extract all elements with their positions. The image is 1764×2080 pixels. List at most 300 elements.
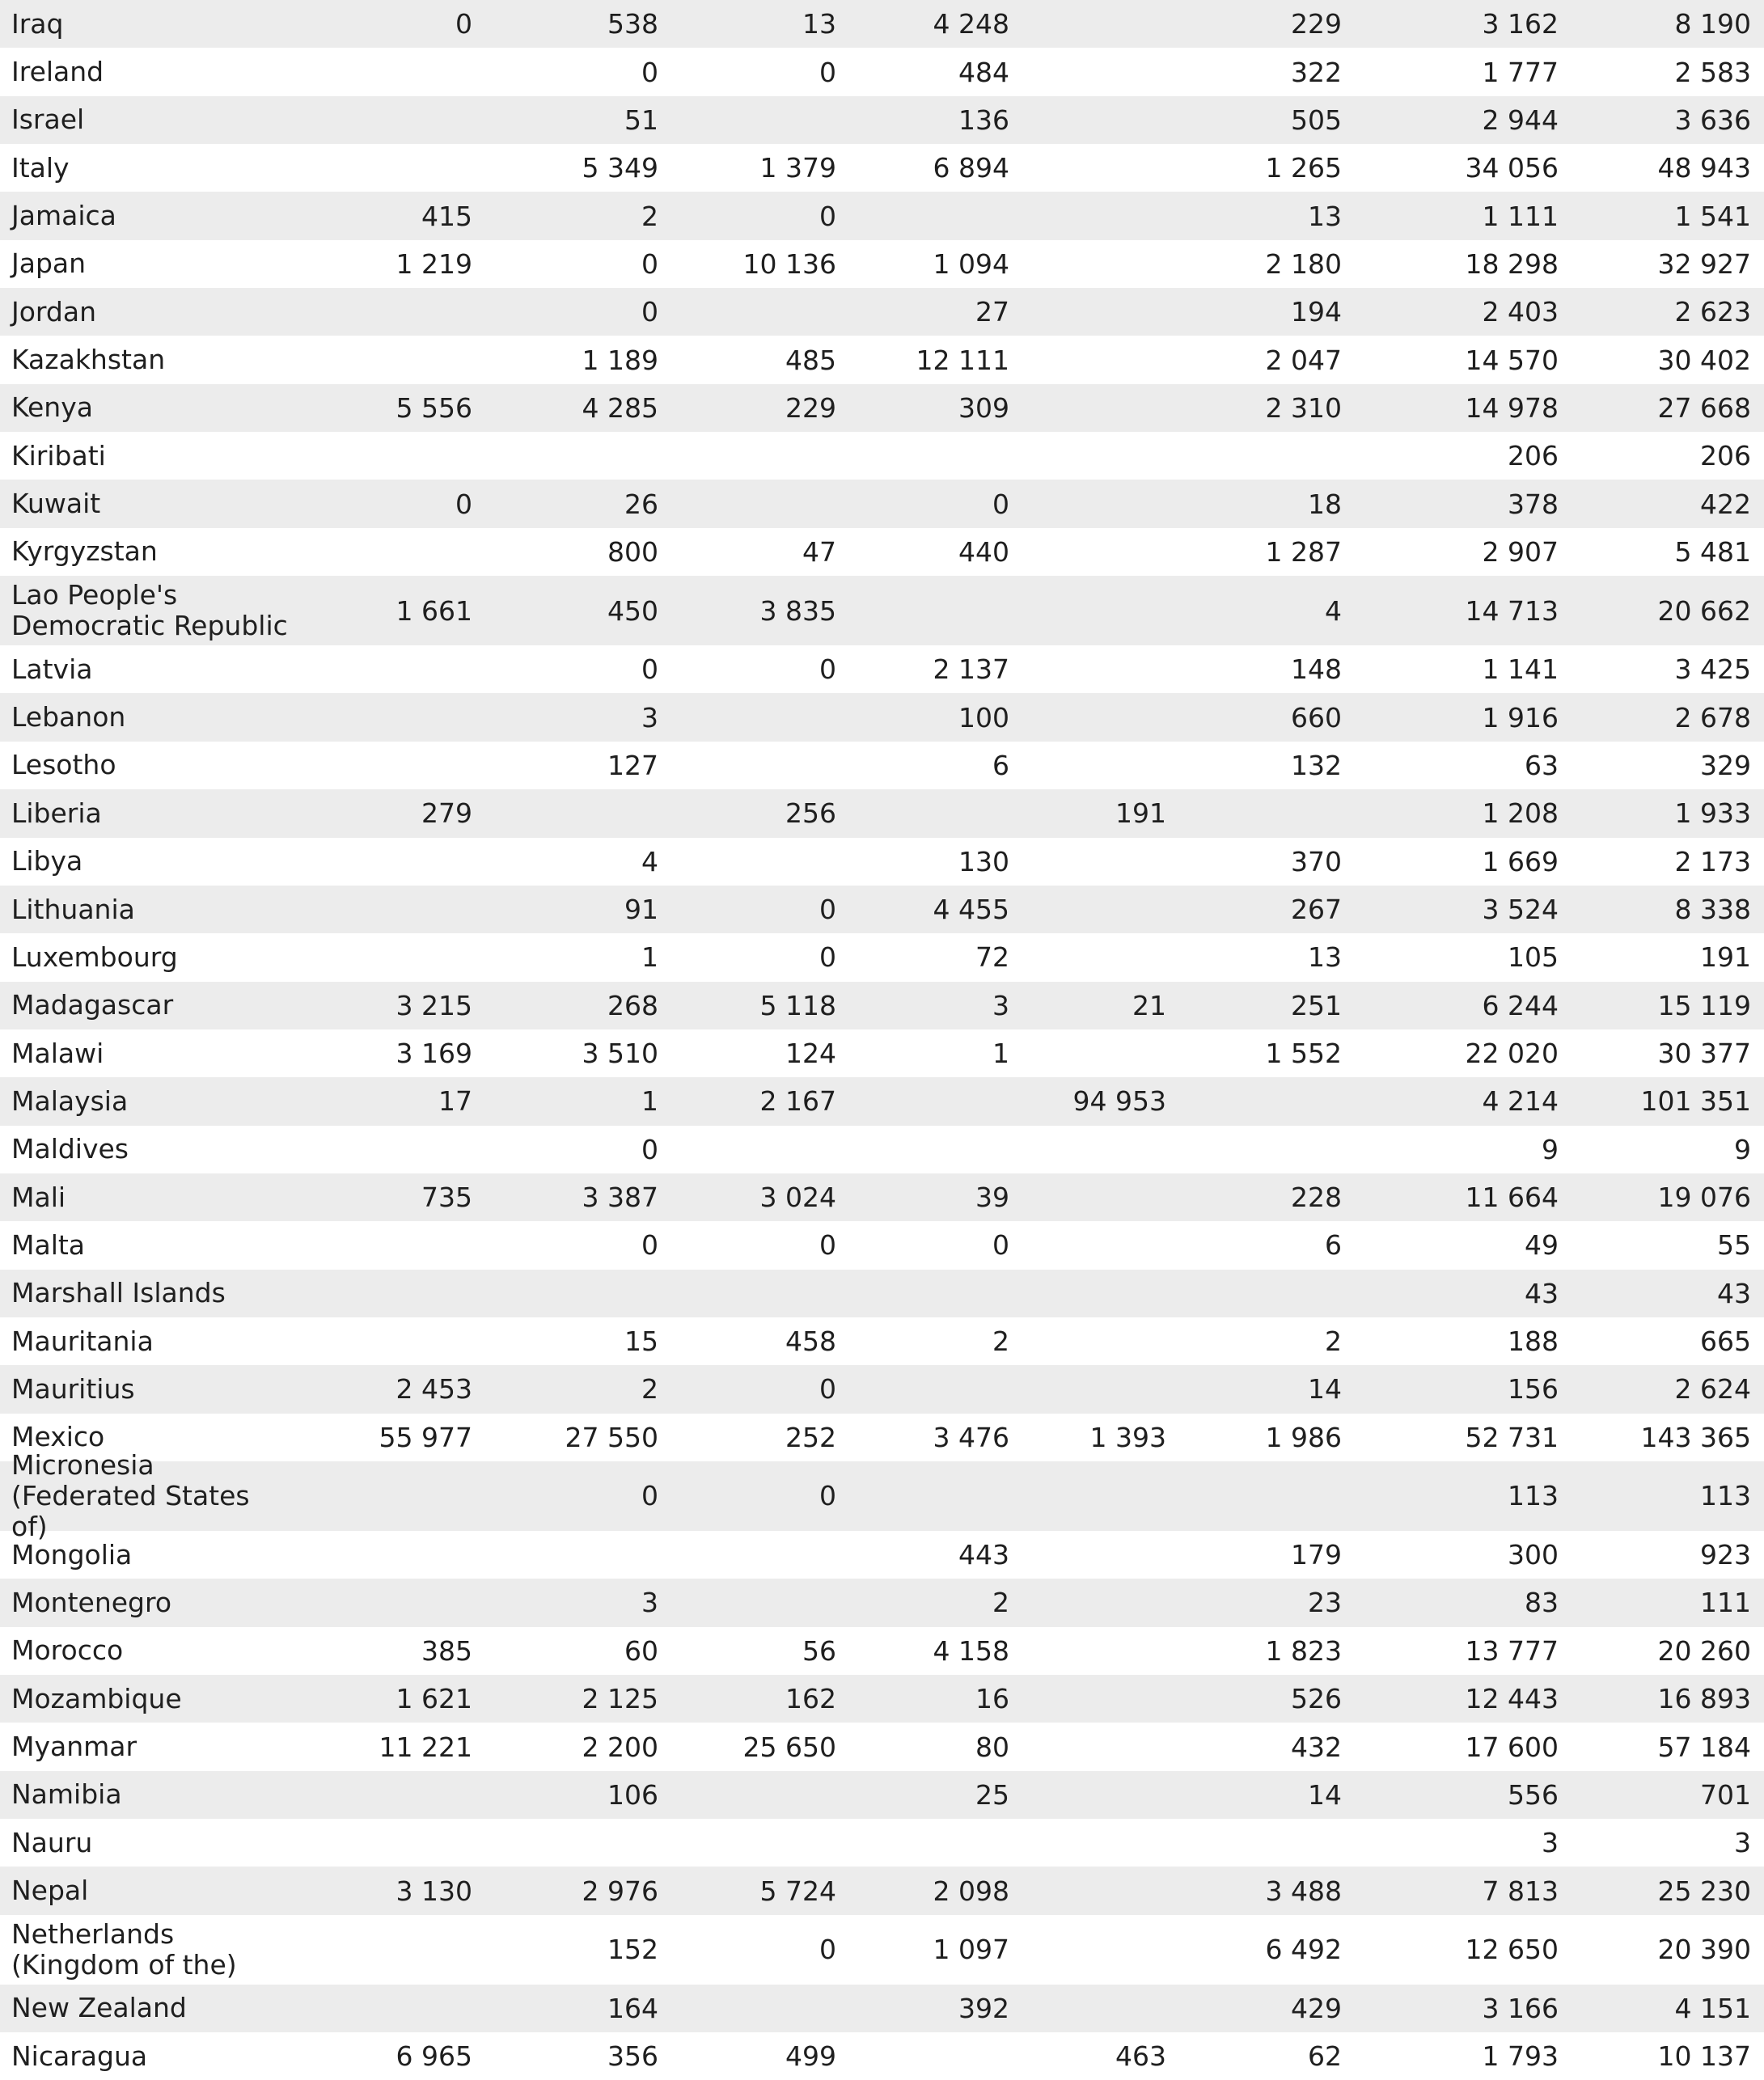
value-cell: 0 [819,56,836,88]
value-cell: 14 [1308,1373,1342,1406]
value-cell: 191 [1700,941,1751,974]
table-row [0,1317,1764,1365]
value-cell: 526 [1291,1683,1342,1715]
value-cell: 194 [1291,296,1342,328]
value-cell: 16 893 [1657,1683,1751,1715]
value-cell: 4 158 [933,1634,1009,1667]
country-name: Marshall Islands [11,1277,226,1309]
value-cell: 26 [624,488,658,520]
table-row [0,838,1764,886]
table-row [0,789,1764,837]
value-cell: 49 [1525,1229,1559,1262]
table-row [0,576,1764,645]
table-row [0,645,1764,693]
value-cell: 55 977 [379,1421,472,1453]
value-cell: 660 [1291,701,1342,733]
table-row [0,0,1764,48]
value-cell: 1 097 [933,1934,1009,1966]
country-name: Nicaragua [11,2040,148,2072]
value-cell: 130 [958,845,1009,877]
value-cell: 4 [1325,594,1342,627]
table-row [0,1270,1764,1317]
value-cell: 23 [1308,1587,1342,1619]
value-cell: 1 916 [1482,701,1559,733]
table-row [0,1221,1764,1269]
value-cell: 499 [785,2040,836,2073]
value-cell: 55 [1717,1229,1751,1262]
value-cell: 2 678 [1674,701,1751,733]
country-name: Lithuania [11,893,135,925]
value-cell: 164 [607,1992,658,2024]
value-cell: 25 230 [1657,1875,1751,1907]
value-cell: 2 [1325,1325,1342,1358]
value-cell: 4 214 [1482,1085,1559,1118]
value-cell: 43 [1525,1277,1559,1309]
value-cell: 113 [1508,1480,1559,1512]
value-cell: 2 907 [1482,535,1559,568]
country-name: Liberia [11,797,102,829]
value-cell: 256 [785,797,836,830]
value-cell: 20 390 [1657,1934,1751,1966]
value-cell: 1 777 [1482,56,1559,88]
value-cell: 1 208 [1482,797,1559,830]
value-cell: 5 349 [582,152,658,184]
value-cell: 538 [607,8,658,40]
value-cell: 252 [785,1421,836,1453]
country-name: Latvia [11,653,93,685]
value-cell: 0 [455,8,472,40]
country-name: Maldives [11,1133,129,1165]
value-cell: 4 455 [933,894,1009,926]
country-name: Namibia [11,1778,122,1811]
value-cell: 3 636 [1674,104,1751,136]
value-cell: 1 219 [396,247,472,280]
value-cell: 17 [438,1085,472,1118]
value-cell: 0 [641,1480,658,1512]
country-name: Malawi [11,1037,104,1069]
value-cell: 12 443 [1465,1683,1559,1715]
value-cell: 8 190 [1674,8,1751,40]
country-name: Morocco [11,1634,124,1667]
value-cell: 13 777 [1465,1634,1559,1667]
country-name: Mali [11,1181,66,1213]
value-cell: 8 338 [1674,894,1751,926]
value-cell: 14 570 [1465,344,1559,376]
value-cell: 251 [1291,989,1342,1021]
value-cell: 385 [421,1634,472,1667]
value-cell: 21 [1132,989,1166,1021]
value-cell: 83 [1525,1587,1559,1619]
value-cell: 6 492 [1265,1934,1342,1966]
country-name: Kazakhstan [11,344,166,376]
value-cell: 206 [1700,440,1751,472]
value-cell: 2 047 [1265,344,1342,376]
value-cell: 2 [641,1373,658,1406]
value-cell: 91 [624,894,658,926]
value-cell: 3 [641,1587,658,1619]
value-cell: 127 [607,749,658,781]
value-cell: 100 [958,701,1009,733]
value-cell: 22 020 [1465,1038,1559,1070]
value-cell: 1 287 [1265,535,1342,568]
value-cell: 432 [1291,1731,1342,1763]
value-cell: 94 953 [1072,1085,1166,1118]
value-cell: 27 668 [1657,391,1751,424]
value-cell: 2 098 [933,1875,1009,1907]
country-name: Kuwait [11,488,101,520]
table-row [0,1126,1764,1173]
country-name: Mauritania [11,1325,154,1357]
value-cell: 3 835 [759,594,836,627]
table-row [0,192,1764,239]
value-cell: 3 [1542,1827,1559,1859]
value-cell: 0 [641,56,658,88]
value-cell: 1 [992,1038,1009,1070]
value-cell: 2 167 [759,1085,836,1118]
table-row [0,933,1764,981]
value-cell: 0 [819,1373,836,1406]
value-cell: 463 [1115,2040,1166,2073]
value-cell: 19 076 [1657,1182,1751,1214]
value-cell: 228 [1291,1182,1342,1214]
value-cell: 105 [1508,941,1559,974]
value-cell: 14 978 [1465,391,1559,424]
value-cell: 1 094 [933,247,1009,280]
value-cell: 701 [1700,1778,1751,1811]
value-cell: 3 387 [582,1182,658,1214]
country-name: Malta [11,1228,86,1261]
value-cell: 1 379 [759,152,836,184]
value-cell: 1 [641,1085,658,1118]
value-cell: 39 [975,1182,1009,1214]
value-cell: 735 [421,1182,472,1214]
country-name: Netherlands (Kingdom of the) [11,1917,237,1981]
value-cell: 422 [1700,488,1751,520]
value-cell: 17 600 [1465,1731,1559,1763]
country-name: Kiribati [11,439,106,471]
country-name: Myanmar [11,1731,137,1763]
value-cell: 0 [641,1229,658,1262]
value-cell: 0 [641,1133,658,1165]
table-row [0,528,1764,576]
value-cell: 0 [641,296,658,328]
value-cell: 2 [992,1325,1009,1358]
table-row [0,1915,1764,1985]
value-cell: 3 [1734,1827,1751,1859]
value-cell: 162 [785,1683,836,1715]
value-cell: 20 260 [1657,1634,1751,1667]
value-cell: 6 894 [933,152,1009,184]
value-cell: 356 [607,2040,658,2073]
value-cell: 0 [992,1229,1009,1262]
value-cell: 300 [1508,1539,1559,1571]
table-row [0,1627,1764,1675]
value-cell: 923 [1700,1539,1751,1571]
value-cell: 156 [1508,1373,1559,1406]
value-cell: 2 180 [1265,247,1342,280]
value-cell: 415 [421,200,472,232]
value-cell: 2 623 [1674,296,1751,328]
value-cell: 43 [1717,1277,1751,1309]
table-row [0,693,1764,741]
value-cell: 1 111 [1482,200,1559,232]
country-name: Iraq [11,7,64,40]
value-cell: 370 [1291,845,1342,877]
value-cell: 1 552 [1265,1038,1342,1070]
value-cell: 52 731 [1465,1421,1559,1453]
value-cell: 440 [958,535,1009,568]
value-cell: 6 965 [396,2040,472,2073]
value-cell: 329 [1700,749,1751,781]
value-cell: 152 [607,1934,658,1966]
value-cell: 124 [785,1038,836,1070]
country-name: Luxembourg [11,941,178,973]
table-row [0,1365,1764,1413]
value-cell: 13 [1308,200,1342,232]
table-row [0,1867,1764,1914]
value-cell: 13 [1308,941,1342,974]
value-cell: 3 488 [1265,1875,1342,1907]
value-cell: 378 [1508,488,1559,520]
value-cell: 25 [975,1778,1009,1811]
value-cell: 179 [1291,1539,1342,1571]
value-cell: 3 510 [582,1038,658,1070]
value-cell: 2 [992,1587,1009,1619]
value-cell: 34 056 [1465,152,1559,184]
value-cell: 136 [958,104,1009,136]
country-name: Mauritius [11,1372,135,1405]
value-cell: 0 [819,1934,836,1966]
country-name: Mozambique [11,1682,182,1714]
table-row [0,1077,1764,1125]
value-cell: 143 365 [1640,1421,1751,1453]
value-cell: 267 [1291,894,1342,926]
value-cell: 229 [1291,8,1342,40]
value-cell: 4 285 [582,391,658,424]
value-cell: 0 [819,1229,836,1262]
country-name: Jordan [11,295,96,328]
value-cell: 106 [607,1778,658,1811]
value-cell: 132 [1291,749,1342,781]
value-cell: 15 119 [1657,989,1751,1021]
value-cell: 2 125 [582,1683,658,1715]
value-cell: 25 650 [742,1731,836,1763]
value-cell: 3 162 [1482,8,1559,40]
value-cell: 2 976 [582,1875,658,1907]
value-cell: 111 [1700,1587,1751,1619]
value-cell: 27 [975,296,1009,328]
country-name: Nauru [11,1826,93,1858]
value-cell: 5 118 [759,989,836,1021]
value-cell: 188 [1508,1325,1559,1358]
value-cell: 4 248 [933,8,1009,40]
value-cell: 322 [1291,56,1342,88]
value-cell: 60 [624,1634,658,1667]
value-cell: 148 [1291,653,1342,686]
value-cell: 20 662 [1657,594,1751,627]
value-cell: 268 [607,989,658,1021]
table-row [0,1723,1764,1770]
value-cell: 3 [992,989,1009,1021]
value-cell: 16 [975,1683,1009,1715]
value-cell: 5 724 [759,1875,836,1907]
value-cell: 101 351 [1640,1085,1751,1118]
country-name: Lebanon [11,701,126,733]
table-row [0,2032,1764,2080]
value-cell: 5 556 [396,391,472,424]
value-cell: 0 [819,941,836,974]
value-cell: 0 [819,653,836,686]
value-cell: 485 [785,344,836,376]
value-cell: 7 813 [1482,1875,1559,1907]
table-row [0,384,1764,432]
table-row [0,144,1764,192]
value-cell: 3 215 [396,989,472,1021]
table-row [0,96,1764,144]
table-row [0,982,1764,1029]
value-cell: 1 823 [1265,1634,1342,1667]
country-name: Madagascar [11,989,174,1021]
value-cell: 2 624 [1674,1373,1751,1406]
table-row [0,288,1764,336]
country-name: Italy [11,151,70,184]
value-cell: 27 550 [565,1421,658,1453]
value-cell: 1 621 [396,1683,472,1715]
country-name: Japan [11,247,87,280]
value-cell: 2 403 [1482,296,1559,328]
value-cell: 62 [1308,2040,1342,2073]
country-name: Jamaica [11,200,116,232]
value-cell: 113 [1700,1480,1751,1512]
value-cell: 12 650 [1465,1934,1559,1966]
value-cell: 57 184 [1657,1731,1751,1763]
value-cell: 0 [641,653,658,686]
value-cell: 3 [641,701,658,733]
value-cell: 309 [958,391,1009,424]
value-cell: 51 [624,104,658,136]
value-cell: 0 [992,488,1009,520]
value-cell: 18 298 [1465,247,1559,280]
value-cell: 11 221 [379,1731,472,1763]
value-cell: 48 943 [1657,152,1751,184]
country-name: Ireland [11,56,104,88]
value-cell: 9 [1734,1133,1751,1165]
table-row [0,480,1764,527]
value-cell: 6 244 [1482,989,1559,1021]
value-cell: 665 [1700,1325,1751,1358]
table-row [0,336,1764,383]
value-cell: 800 [607,535,658,568]
value-cell: 32 927 [1657,247,1751,280]
value-cell: 458 [785,1325,836,1358]
value-cell: 72 [975,941,1009,974]
value-cell: 6 [1325,1229,1342,1262]
country-name: Lesotho [11,749,116,781]
value-cell: 1 793 [1482,2040,1559,2073]
value-cell: 2 310 [1265,391,1342,424]
value-cell: 1 265 [1265,152,1342,184]
value-cell: 2 200 [582,1731,658,1763]
value-cell: 3 524 [1482,894,1559,926]
table-row [0,1675,1764,1723]
country-name: Micronesia (Federated States of) [11,1448,250,1542]
value-cell: 392 [958,1992,1009,2024]
country-name: Lao People's Democratic Republic [11,579,288,642]
country-name: New Zealand [11,1992,187,2024]
value-cell: 15 [624,1325,658,1358]
table-row [0,48,1764,95]
value-cell: 450 [607,594,658,627]
value-cell: 1 541 [1674,200,1751,232]
value-cell: 30 377 [1657,1038,1751,1070]
value-cell: 206 [1508,440,1559,472]
value-cell: 3 130 [396,1875,472,1907]
value-cell: 0 [641,247,658,280]
value-cell: 191 [1115,797,1166,830]
table-row [0,240,1764,288]
value-cell: 80 [975,1731,1009,1763]
country-name: Mongolia [11,1538,133,1571]
country-name: Nepal [11,1875,89,1907]
table-row [0,1173,1764,1221]
value-cell: 556 [1508,1778,1559,1811]
value-cell: 3 169 [396,1038,472,1070]
table-row [0,1579,1764,1626]
table-row [0,1771,1764,1819]
table-row [0,432,1764,480]
country-name: Montenegro [11,1586,172,1618]
value-cell: 13 [802,8,836,40]
value-cell: 3 425 [1674,653,1751,686]
value-cell: 3 476 [933,1421,1009,1453]
value-cell: 6 [992,749,1009,781]
country-name: Kenya [11,391,93,424]
value-cell: 18 [1308,488,1342,520]
value-cell: 10 136 [742,247,836,280]
value-cell: 1 393 [1089,1421,1166,1453]
value-cell: 1 661 [396,594,472,627]
value-cell: 1 189 [582,344,658,376]
value-cell: 1 933 [1674,797,1751,830]
country-name: Libya [11,845,83,877]
value-cell: 1 141 [1482,653,1559,686]
value-cell: 2 453 [396,1373,472,1406]
value-cell: 505 [1291,104,1342,136]
country-name: Malaysia [11,1084,129,1117]
table-row [0,1819,1764,1867]
value-cell: 229 [785,391,836,424]
value-cell: 2 137 [933,653,1009,686]
value-cell: 47 [802,535,836,568]
value-cell: 9 [1542,1133,1559,1165]
value-cell: 12 111 [916,344,1009,376]
value-cell: 3 024 [759,1182,836,1214]
value-cell: 4 151 [1674,1992,1751,2024]
table-row [0,1985,1764,2032]
country-name: Mexico [11,1421,105,1453]
value-cell: 63 [1525,749,1559,781]
table-row [0,742,1764,789]
value-cell: 2 [641,200,658,232]
value-cell: 10 137 [1657,2040,1751,2073]
value-cell: 3 166 [1482,1992,1559,2024]
country-name: Israel [11,104,85,136]
value-cell: 0 [819,894,836,926]
value-cell: 14 [1308,1778,1342,1811]
value-cell: 1 [641,941,658,974]
value-cell: 2 583 [1674,56,1751,88]
table-row [0,886,1764,933]
